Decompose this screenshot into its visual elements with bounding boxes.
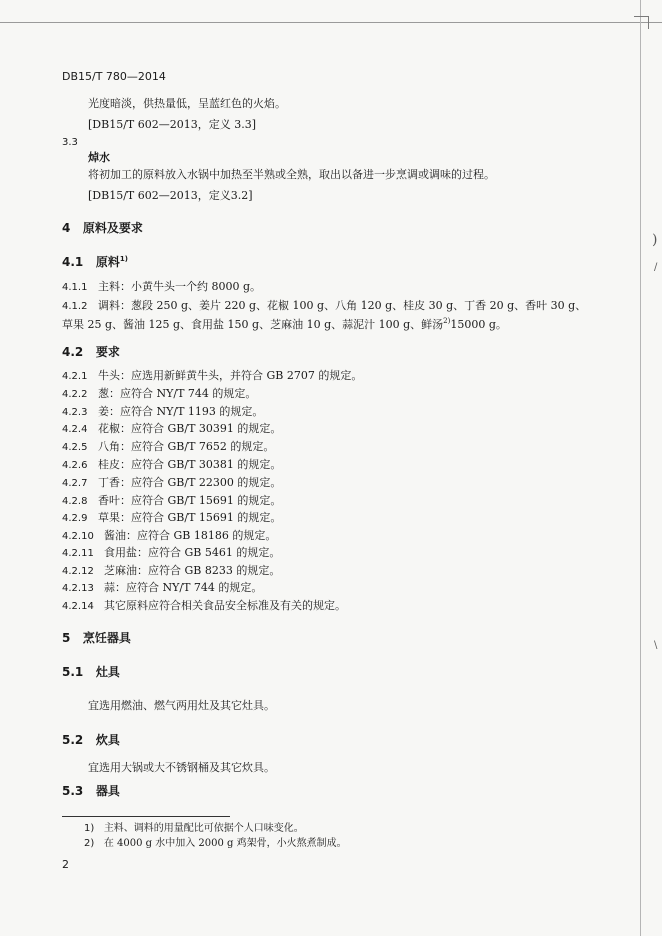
list-item [62, 546, 280, 561]
section-title: 原料及要求 [82, 221, 143, 235]
list-item [62, 476, 281, 491]
clause-number: 4.2.9 [62, 513, 88, 524]
scan-artifact-mark: \ [654, 640, 658, 651]
list-item [62, 511, 281, 526]
clause-text: 草果 25 g、酱油 125 g、食用盐 150 g、芝麻油 10 g、蒜泥汁 100 g、鲜汤 [62, 318, 444, 331]
clause-text: 丁香：应符合 GB/T 22300 的规定。 [98, 476, 282, 489]
clause-number: 4.2.1 [62, 371, 88, 382]
clause-text: 食用盐：应符合 GB 5461 的规定。 [104, 546, 281, 559]
footnote-ref: 2) [443, 317, 451, 325]
clause-number: 4.2.10 [62, 531, 94, 542]
section-number: 5.1 [62, 665, 84, 679]
clause-number: 4.2.6 [62, 460, 88, 471]
clause-text: 香叶：应符合 GB/T 15691 的规定。 [98, 494, 282, 507]
scan-page-edge-top [0, 22, 662, 23]
list-item [62, 581, 262, 596]
list-item [62, 369, 362, 384]
clause-text: 15000 g。 [450, 318, 507, 331]
clause-text: 酱油：应符合 GB 18186 的规定。 [104, 529, 277, 542]
crop-mark [634, 16, 649, 29]
clause-text: 宜选用大锅或大不锈钢桶及其它炊具。 [88, 761, 275, 774]
section-heading-5-3 [62, 784, 120, 798]
clause-number: 4.2.12 [62, 566, 94, 577]
footnote-divider [62, 816, 230, 817]
list-item [62, 387, 256, 402]
document-code: DB15/T 780—2014 [62, 70, 166, 83]
clause-text: 芝麻油：应符合 GB 8233 的规定。 [104, 564, 281, 577]
section-number: 5 [62, 631, 71, 645]
clause-text: 其它原料应符合相关食品安全标准及有关的规定。 [104, 599, 346, 612]
section-heading-4-1 [62, 255, 128, 271]
section-title: 原料 [95, 255, 120, 269]
clause-text: 葱：应符合 NY/T 744 的规定。 [98, 387, 257, 400]
footnote [84, 837, 347, 851]
clause-number: 4.2.8 [62, 496, 88, 507]
footnote-mark: 1) [84, 823, 95, 834]
clause-text: 花椒：应符合 GB/T 30391 的规定。 [98, 422, 282, 435]
list-item [62, 529, 276, 544]
clause-text: 姜：应符合 NY/T 1193 的规定。 [98, 405, 264, 418]
list-item [62, 494, 281, 509]
footnote-ref: 1) [119, 255, 128, 263]
definition-text: 将初加工的原料放入水锅中加热至半熟或全熟，取出以备进一步烹调或调味的过程。 [88, 168, 495, 181]
list-item [62, 405, 263, 420]
section-heading-4 [62, 221, 143, 235]
clause-number: 3.3 [62, 137, 78, 148]
clause-number: 4.1.1 [62, 282, 88, 293]
list-item [62, 422, 281, 437]
section-title: 器具 [95, 784, 120, 798]
clause-number: 4.2.11 [62, 548, 94, 559]
section-number: 5.2 [62, 733, 84, 747]
list-item [62, 564, 280, 579]
section-title: 烹饪器具 [82, 631, 131, 645]
clause-number: 4.2.14 [62, 601, 94, 612]
clause-number: 4.2.13 [62, 583, 94, 594]
clause-text-continued [62, 318, 507, 333]
section-title: 炊具 [95, 733, 120, 747]
section-number: 5.3 [62, 784, 84, 798]
footnote-text: 在 4000 g 水中加入 2000 g 鸡架骨，小火熬煮制成。 [103, 838, 347, 849]
section-number: 4.2 [62, 345, 84, 359]
clause-text: 桂皮：应符合 GB/T 30381 的规定。 [98, 458, 282, 471]
clause-number: 4.2.5 [62, 442, 88, 453]
section-heading-4-2 [62, 345, 120, 359]
clause-4-1-1 [62, 280, 261, 295]
definition-reference: [DB15/T 602—2013，定义 3.3] [88, 118, 257, 131]
clause-text: 牛头：应选用新鲜黄牛头，并符合 GB 2707 的规定。 [98, 369, 363, 382]
footnote-text: 主料、调料的用量配比可依据个人口味变化。 [103, 823, 304, 834]
section-heading-5 [62, 631, 131, 645]
footnote-mark: 2) [84, 838, 95, 849]
term-title: 焯水 [88, 151, 110, 164]
section-heading-5-1 [62, 665, 120, 679]
clause-4-1-2 [62, 299, 586, 314]
clause-number: 4.2.7 [62, 478, 88, 489]
clause-number: 4.2.3 [62, 407, 88, 418]
footnote [84, 822, 304, 836]
list-item [62, 458, 281, 473]
clause-text: 宜选用燃油、燃气两用灶及其它灶具。 [88, 699, 275, 712]
scan-artifact-mark: ) [652, 232, 658, 248]
clause-text: 主料：小黄牛头一个约 8000 g。 [98, 280, 262, 293]
clause-text: 草果：应符合 GB/T 15691 的规定。 [98, 511, 282, 524]
definition-text: 光度暗淡，供热量低，呈蓝红色的火焰。 [88, 97, 286, 110]
clause-text: 蒜：应符合 NY/T 744 的规定。 [104, 581, 263, 594]
clause-text: 调料：葱段 250 g、姜片 220 g、花椒 100 g、八角 120 g、桂皮 30 g、丁香 20 g、香叶 30 g、 [98, 299, 587, 312]
list-item [62, 440, 274, 455]
clause-text: 八角：应符合 GB/T 7652 的规定。 [98, 440, 275, 453]
definition-reference: [DB15/T 602—2013，定义3.2] [88, 189, 253, 202]
section-title: 要求 [95, 345, 120, 359]
section-number: 4 [62, 221, 71, 235]
section-heading-5-2 [62, 733, 120, 747]
scan-page-edge-right [640, 0, 641, 936]
clause-number: 4.2.4 [62, 424, 88, 435]
list-item [62, 599, 346, 614]
scan-artifact-mark: / [654, 262, 658, 273]
section-title: 灶具 [95, 665, 120, 679]
section-number: 4.1 [62, 255, 84, 269]
clause-number: 4.2.2 [62, 389, 88, 400]
clause-number: 4.1.2 [62, 301, 88, 312]
page-number: 2 [62, 858, 69, 871]
